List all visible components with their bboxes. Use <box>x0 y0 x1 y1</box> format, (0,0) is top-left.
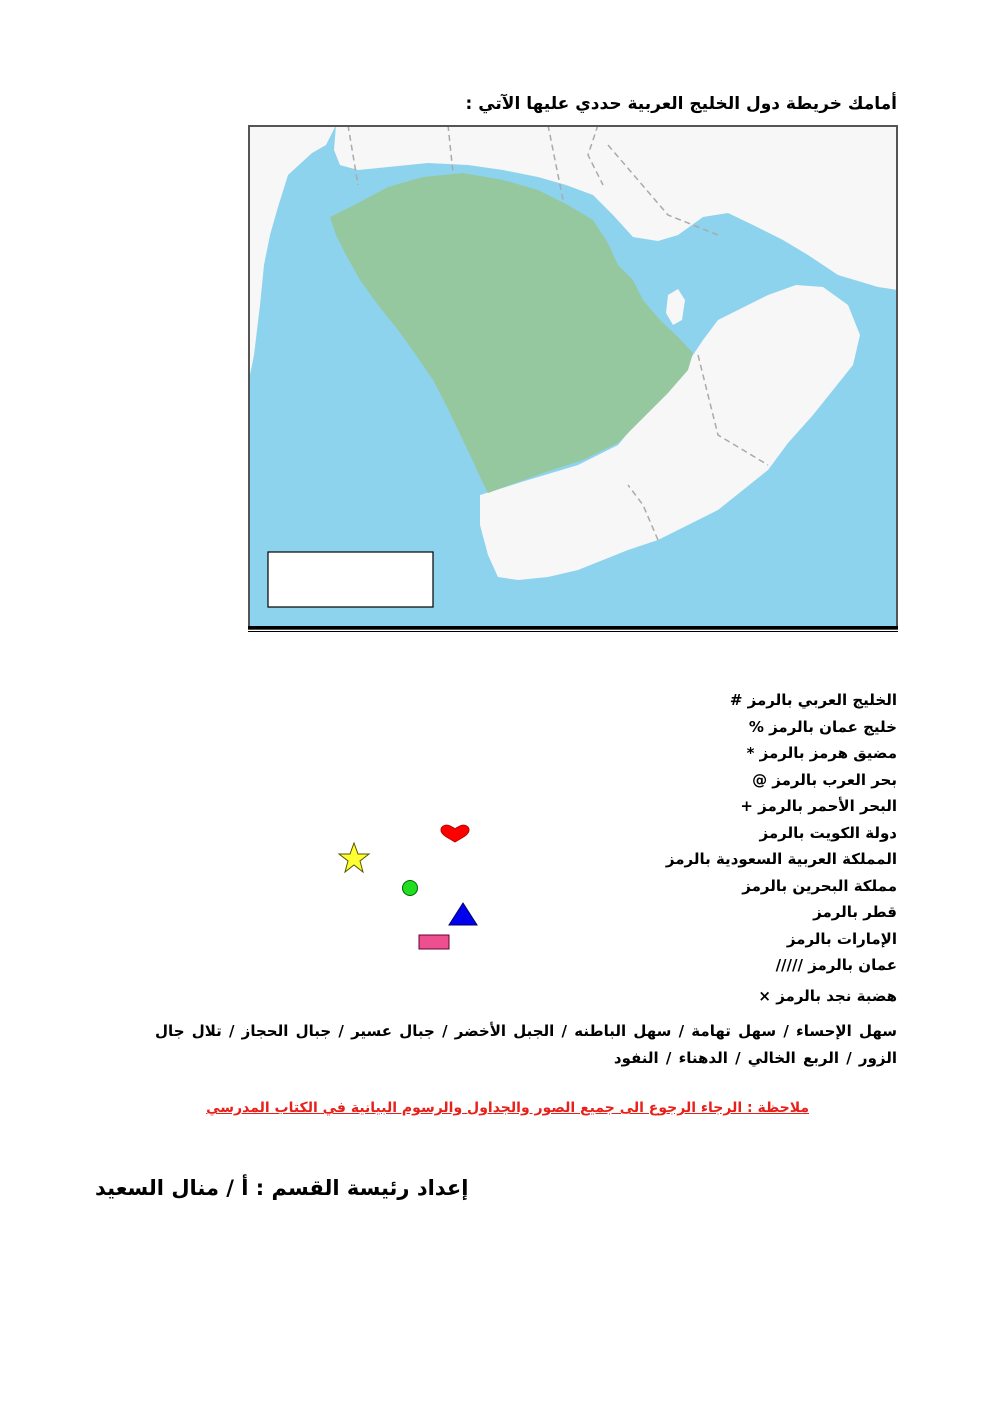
gulf-map <box>248 125 898 630</box>
page-title: أمامك خريطة دول الخليج العربية حددي عليها الآتي : <box>465 94 897 114</box>
legend-item-text: الإمارات بالرمز <box>786 929 897 948</box>
legend-list <box>257 687 897 1009</box>
features-line-2: الزور / الربع الخالي / الدهناء / النفود <box>613 1049 897 1067</box>
legend-item-text: عمان بالرمز ///// <box>775 956 897 974</box>
legend-item <box>257 740 897 767</box>
map-label-box <box>268 552 433 607</box>
legend-item-text: بحر العرب بالرمز @ <box>752 770 897 789</box>
gulf-map-svg <box>248 125 898 630</box>
legend-item-text: المملكة العربية السعودية بالرمز <box>665 850 897 868</box>
blue-triangle-icon <box>447 901 479 927</box>
legend-item <box>257 714 897 741</box>
author-credit: إعداد رئيسة القسم : أ / منال السعيد <box>95 1176 469 1200</box>
physical-features-list <box>97 1018 897 1072</box>
map-underline-thick <box>248 626 898 629</box>
legend-item-text: الخليج العربي بالرمز # <box>729 691 897 709</box>
green-circle-icon <box>400 878 420 898</box>
legend-item-text: البحر الأحمر بالرمز + <box>740 797 897 815</box>
red-heart-icon <box>439 824 471 844</box>
map-underline-thin <box>248 631 898 632</box>
note-text: ملاحظة : الرجاء الرجوع الى جميع الصور والجداول والرسوم البيانية في الكتاب المدرسي <box>206 1100 809 1116</box>
pink-rectangle-icon <box>418 933 452 953</box>
legend-item-text: خليج عمان بالرمز % <box>748 717 897 736</box>
legend-item <box>257 873 897 900</box>
legend-item <box>257 793 897 820</box>
legend-item <box>257 767 897 794</box>
legend-item <box>257 899 897 926</box>
features-line-1: سهل الإحساء / سهل تهامة / سهل الباطنه / الجبل الأخضر / جبال عسير / جبال الحجاز / تلال جال <box>155 1022 897 1040</box>
legend-item-text: دولة الكويت بالرمز <box>759 823 897 842</box>
legend-item <box>257 952 897 979</box>
legend-item <box>257 983 897 1010</box>
legend-item-text: مملكة البحرين بالرمز <box>742 876 897 895</box>
legend-item <box>257 687 897 714</box>
legend-item <box>257 846 897 873</box>
legend-item <box>257 926 897 953</box>
legend-item-text: قطر بالرمز <box>813 903 897 921</box>
legend-item-text: مضيق هرمز بالرمز * <box>746 744 897 762</box>
legend-item-text: هضبة نجد بالرمز × <box>758 986 897 1005</box>
yellow-star-icon <box>337 841 371 875</box>
